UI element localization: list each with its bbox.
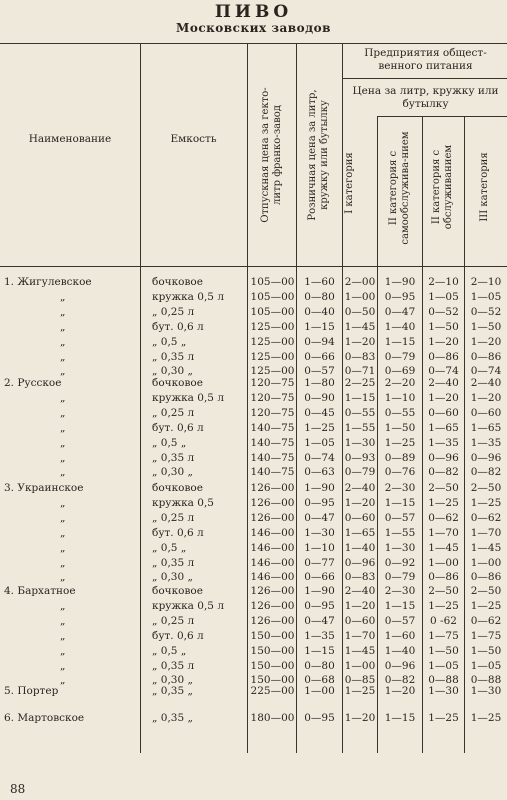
price-cell: 0—55 xyxy=(384,406,416,419)
price-cell: 1—20 xyxy=(344,335,376,348)
capacity-cell: кружка 0,5 xyxy=(152,496,214,509)
price-cell: 0—62 xyxy=(470,614,502,627)
price-cell: 1—00 xyxy=(428,556,459,569)
price-cell: 0—55 xyxy=(344,406,376,419)
header-capacity: Емкость xyxy=(170,133,217,145)
price-cell: 0—82 xyxy=(384,674,416,687)
ditto-mark: „ xyxy=(60,365,66,378)
price-cell: 0—95 xyxy=(304,599,335,612)
capacity-cell: бут. 0,6 л xyxy=(152,526,204,539)
price-cell: 1—20 xyxy=(344,599,376,612)
capacity-cell: „ 0,35 л xyxy=(152,659,195,672)
ditto-mark: „ xyxy=(60,599,66,612)
ditto-mark: „ xyxy=(60,659,66,672)
ditto-mark: „ xyxy=(60,391,66,404)
price-cell: 2—30 xyxy=(384,482,416,494)
price-cell: 0—96 xyxy=(384,659,416,672)
price-cell: 0—77 xyxy=(304,556,335,569)
price-cell: 1—35 xyxy=(428,436,459,449)
price-cell: 1—25 xyxy=(428,496,459,509)
price-cell: 0—66 xyxy=(304,571,335,584)
price-cell: 1—55 xyxy=(384,526,416,539)
price-cell: 1—90 xyxy=(384,276,416,288)
price-cell: 0—90 xyxy=(304,391,335,404)
table-top-rule xyxy=(0,43,507,44)
price-cell: 2—25 xyxy=(344,377,376,389)
price-cell: 1—65 xyxy=(344,526,376,539)
price-cell: 0—83 xyxy=(344,571,376,584)
price-cell: 0—69 xyxy=(384,365,416,378)
price-cell: 1—55 xyxy=(344,421,376,434)
ditto-mark: „ xyxy=(60,335,66,348)
price-cell: 1—40 xyxy=(384,320,416,333)
price-cell: 225—00 xyxy=(250,685,295,697)
ditto-mark: „ xyxy=(60,541,66,554)
price-cell: 0—47 xyxy=(304,614,335,627)
capacity-cell: бут. 0,6 л xyxy=(152,320,204,333)
ditto-mark: „ xyxy=(60,629,66,642)
capacity-cell: „ 0,5 „ xyxy=(152,436,187,449)
capacity-cell: „ 0,25 л xyxy=(152,511,195,524)
price-cell: 0—71 xyxy=(344,365,376,378)
price-cell: 105—00 xyxy=(250,305,295,318)
price-cell: 126—00 xyxy=(250,482,295,494)
price-cell: 0—62 xyxy=(428,511,459,524)
capacity-cell: „ 0,30 „ xyxy=(152,674,193,687)
header-bottom-rule xyxy=(0,266,507,267)
price-cell: 1—50 xyxy=(470,644,502,657)
capacity-cell: кружка 0,5 л xyxy=(152,290,224,303)
capacity-cell: кружка 0,5 л xyxy=(152,391,224,404)
group-name: 4. Бархатное xyxy=(4,585,76,597)
price-cell: 1—25 xyxy=(470,599,502,612)
price-cell: 140—75 xyxy=(250,451,295,464)
price-cell: 1—80 xyxy=(304,377,335,389)
ditto-mark: „ xyxy=(60,305,66,318)
price-cell: 1—70 xyxy=(344,629,376,642)
price-cell: 1—20 xyxy=(470,335,502,348)
price-cell: 0—80 xyxy=(304,659,335,672)
price-cell: 150—00 xyxy=(250,674,295,687)
ditto-mark: „ xyxy=(60,436,66,449)
price-cell: 1—30 xyxy=(344,436,376,449)
page-subtitle: Московских заводов xyxy=(176,21,331,35)
ditto-mark: „ xyxy=(60,350,66,363)
price-cell: 125—00 xyxy=(250,350,295,363)
price-cell: 1—40 xyxy=(344,541,376,554)
capacity-cell: бочковое xyxy=(152,585,203,597)
price-cell: 1—45 xyxy=(344,644,376,657)
price-cell: 0—92 xyxy=(384,556,416,569)
price-cell: 0—85 xyxy=(344,674,376,687)
header-cat3: III категория xyxy=(479,152,490,222)
price-cell: 1—20 xyxy=(344,712,376,724)
price-cell: 0—79 xyxy=(344,466,376,479)
price-cell: 1—25 xyxy=(428,599,459,612)
price-cell: 1—50 xyxy=(384,421,416,434)
capacity-cell: „ 0,35 л xyxy=(152,556,195,569)
price-cell: 0—79 xyxy=(384,350,416,363)
price-cell: 1—00 xyxy=(344,659,376,672)
price-cell: 1—10 xyxy=(384,391,416,404)
header-wholesale: Отпускная цена за гекто-литр франко-завод xyxy=(260,87,283,223)
price-cell: 0—47 xyxy=(384,305,416,318)
price-cell: 1—20 xyxy=(428,391,459,404)
price-cell: 0—68 xyxy=(304,674,335,687)
capacity-cell: „ 0,35 „ xyxy=(152,712,193,724)
price-cell: 0—52 xyxy=(470,305,502,318)
price-cell: 1—25 xyxy=(304,421,335,434)
ditto-mark: „ xyxy=(60,496,66,509)
price-cell: 126—00 xyxy=(250,614,295,627)
ditto-mark: „ xyxy=(60,320,66,333)
price-cell: 1—50 xyxy=(428,644,459,657)
capacity-cell: „ 0,35 л xyxy=(152,451,195,464)
capacity-cell: „ 0,5 „ xyxy=(152,335,187,348)
price-cell: 1—15 xyxy=(304,320,335,333)
price-cell: 0—50 xyxy=(344,305,376,318)
price-cell: 1—40 xyxy=(384,644,416,657)
price-cell: 1—70 xyxy=(428,526,459,539)
price-rule xyxy=(377,116,507,117)
price-cell: 1—15 xyxy=(384,599,416,612)
price-cell: 1—15 xyxy=(384,335,416,348)
price-cell: 126—00 xyxy=(250,511,295,524)
price-cell: 0—89 xyxy=(384,451,416,464)
capacity-cell: бочковое xyxy=(152,482,203,494)
price-cell: 0—86 xyxy=(428,571,459,584)
price-cell: 0 -62 xyxy=(430,614,457,627)
price-cell: 2—40 xyxy=(344,482,376,494)
price-cell: 1—05 xyxy=(428,659,459,672)
price-cell: 2—50 xyxy=(428,585,459,597)
price-cell: 1—25 xyxy=(384,436,416,449)
price-cell: 0—88 xyxy=(428,674,459,687)
header-name: Наименование xyxy=(28,133,112,145)
header-retail: Розничная цена за литр, кружку или бутылку xyxy=(307,89,330,221)
ditto-mark: „ xyxy=(60,511,66,524)
price-cell: 1—30 xyxy=(470,685,502,697)
price-cell: 2—00 xyxy=(344,276,376,288)
price-cell: 0—79 xyxy=(384,571,416,584)
ditto-mark: „ xyxy=(60,290,66,303)
price-cell: 0—57 xyxy=(304,365,335,378)
ditto-mark: „ xyxy=(60,421,66,434)
price-cell: 126—00 xyxy=(250,496,295,509)
price-cell: 2—30 xyxy=(384,585,416,597)
capacity-cell: бочковое xyxy=(152,276,203,288)
price-cell: 140—75 xyxy=(250,466,295,479)
price-cell: 125—00 xyxy=(250,320,295,333)
group-name: 1. Жигулевское xyxy=(4,276,92,288)
price-cell: 1—15 xyxy=(304,644,335,657)
price-cell: 0—76 xyxy=(384,466,416,479)
price-cell: 1—15 xyxy=(384,496,416,509)
header-catering-price: Цена за литр, кружку или бутылку xyxy=(352,85,499,110)
capacity-cell: „ 0,25 л xyxy=(152,305,195,318)
price-cell: 1—20 xyxy=(428,335,459,348)
price-cell: 1—15 xyxy=(384,712,416,724)
price-cell: 0—96 xyxy=(470,451,502,464)
capacity-cell: „ 0,5 „ xyxy=(152,541,187,554)
price-cell: 0—66 xyxy=(304,350,335,363)
price-cell: 0—93 xyxy=(344,451,376,464)
ditto-mark: „ xyxy=(60,406,66,419)
price-cell: 1—05 xyxy=(470,290,502,303)
price-cell: 2—10 xyxy=(470,276,502,288)
price-cell: 0—60 xyxy=(470,406,502,419)
ditto-mark: „ xyxy=(60,571,66,584)
price-cell: 0—82 xyxy=(470,466,502,479)
price-cell: 1—25 xyxy=(344,685,376,697)
price-cell: 0—74 xyxy=(428,365,459,378)
page-number: 88 xyxy=(10,782,26,796)
price-cell: 0—96 xyxy=(344,556,376,569)
ditto-mark: „ xyxy=(60,466,66,479)
price-cell: 2—20 xyxy=(384,377,416,389)
price-cell: 1—10 xyxy=(304,541,335,554)
price-cell: 1—20 xyxy=(384,685,416,697)
price-cell: 1—25 xyxy=(470,712,502,724)
price-cell: 2—50 xyxy=(428,482,459,494)
price-cell: 1—45 xyxy=(344,320,376,333)
header-cat2-serv: II категория с обслуживанием xyxy=(431,144,454,230)
ditto-mark: „ xyxy=(60,526,66,539)
price-cell: 0—60 xyxy=(344,614,376,627)
header-cat2-self: II категория с самообслужива-нием xyxy=(388,131,411,245)
price-cell: 1—65 xyxy=(470,421,502,434)
price-cell: 1—25 xyxy=(428,712,459,724)
group-name: 5. Портер xyxy=(4,685,59,697)
price-cell: 1—05 xyxy=(470,659,502,672)
ditto-mark: „ xyxy=(60,614,66,627)
price-cell: 1—20 xyxy=(344,496,376,509)
capacity-cell: „ 0,5 „ xyxy=(152,644,187,657)
price-cell: 1—30 xyxy=(384,541,416,554)
price-cell: 0—60 xyxy=(344,511,376,524)
price-cell: 1—90 xyxy=(304,585,335,597)
price-cell: 105—00 xyxy=(250,290,295,303)
price-cell: 1—00 xyxy=(304,685,335,697)
price-cell: 2—50 xyxy=(470,482,502,494)
price-cell: 0—57 xyxy=(384,614,416,627)
price-cell: 0—62 xyxy=(470,511,502,524)
price-cell: 1—20 xyxy=(470,391,502,404)
price-cell: 140—75 xyxy=(250,436,295,449)
price-cell: 1—15 xyxy=(344,391,376,404)
price-cell: 0—52 xyxy=(428,305,459,318)
price-cell: 105—00 xyxy=(250,276,295,288)
price-cell: 1—45 xyxy=(470,541,502,554)
capacity-cell: кружка 0,5 л xyxy=(152,599,224,612)
price-cell: 2—40 xyxy=(428,377,459,389)
price-cell: 1—00 xyxy=(344,290,376,303)
price-cell: 150—00 xyxy=(250,644,295,657)
price-cell: 150—00 xyxy=(250,629,295,642)
price-cell: 120—75 xyxy=(250,391,295,404)
price-cell: 0—86 xyxy=(470,350,502,363)
price-cell: 146—00 xyxy=(250,556,295,569)
price-cell: 140—75 xyxy=(250,421,295,434)
price-cell: 1—00 xyxy=(470,556,502,569)
price-cell: 0—88 xyxy=(470,674,502,687)
capacity-cell: „ 0,35 „ xyxy=(152,685,193,697)
capacity-cell: бут. 0,6 л xyxy=(152,629,204,642)
price-cell: 0—95 xyxy=(384,290,416,303)
price-cell: 125—00 xyxy=(250,365,295,378)
price-cell: 2—40 xyxy=(344,585,376,597)
price-cell: 0—96 xyxy=(428,451,459,464)
price-cell: 1—05 xyxy=(304,436,335,449)
page-title: ПИВО xyxy=(214,2,293,22)
price-cell: 1—30 xyxy=(304,526,335,539)
group-name: 3. Украинское xyxy=(4,482,84,494)
capacity-cell: „ 0,35 л xyxy=(152,350,195,363)
price-cell: 1—60 xyxy=(384,629,416,642)
capacity-cell: „ 0,30 „ xyxy=(152,365,193,378)
price-cell: 0—60 xyxy=(428,406,459,419)
price-cell: 1—45 xyxy=(428,541,459,554)
header-catering: Предприятия общест-венного питания xyxy=(364,47,487,72)
price-cell: 0—80 xyxy=(304,290,335,303)
capacity-cell: бочковое xyxy=(152,377,203,389)
price-cell: 0—57 xyxy=(384,511,416,524)
price-cell: 0—86 xyxy=(470,571,502,584)
price-cell: 1—75 xyxy=(428,629,459,642)
capacity-cell: бут. 0,6 л xyxy=(152,421,204,434)
price-cell: 0—95 xyxy=(304,712,335,724)
price-cell: 2—10 xyxy=(428,276,459,288)
price-cell: 0—40 xyxy=(304,305,335,318)
group-name: 2. Русское xyxy=(4,377,62,389)
price-cell: 1—30 xyxy=(428,685,459,697)
price-cell: 1—90 xyxy=(304,482,335,494)
price-cell: 150—00 xyxy=(250,659,295,672)
capacity-cell: „ 0,30 „ xyxy=(152,571,193,584)
price-cell: 146—00 xyxy=(250,541,295,554)
price-cell: 1—60 xyxy=(304,276,335,288)
price-cell: 0—94 xyxy=(304,335,335,348)
price-cell: 146—00 xyxy=(250,571,295,584)
price-cell: 0—95 xyxy=(304,496,335,509)
price-cell: 0—74 xyxy=(470,365,502,378)
price-cell: 1—70 xyxy=(470,526,502,539)
ditto-mark: „ xyxy=(60,674,66,687)
price-cell: 1—05 xyxy=(428,290,459,303)
capacity-cell: „ 0,25 л xyxy=(152,406,195,419)
ditto-mark: „ xyxy=(60,451,66,464)
price-cell: 1—50 xyxy=(470,320,502,333)
price-cell: 1—35 xyxy=(304,629,335,642)
col-divider xyxy=(140,43,141,753)
header-cat1: I категория xyxy=(344,152,355,214)
price-cell: 0—63 xyxy=(304,466,335,479)
catering-rule xyxy=(342,78,507,79)
price-cell: 1—65 xyxy=(428,421,459,434)
group-name: 6. Мартовское xyxy=(4,712,85,724)
capacity-cell: „ 0,25 л xyxy=(152,614,195,627)
ditto-mark: „ xyxy=(60,556,66,569)
price-cell: 0—82 xyxy=(428,466,459,479)
price-cell: 126—00 xyxy=(250,599,295,612)
price-cell: 1—75 xyxy=(470,629,502,642)
price-cell: 1—35 xyxy=(470,436,502,449)
ditto-mark: „ xyxy=(60,644,66,657)
price-cell: 0—45 xyxy=(304,406,335,419)
price-cell: 146—00 xyxy=(250,526,295,539)
price-cell: 2—50 xyxy=(470,585,502,597)
price-cell: 1—50 xyxy=(428,320,459,333)
price-cell: 126—00 xyxy=(250,585,295,597)
capacity-cell: „ 0,30 „ xyxy=(152,466,193,479)
price-cell: 0—86 xyxy=(428,350,459,363)
price-cell: 0—47 xyxy=(304,511,335,524)
price-cell: 2—40 xyxy=(470,377,502,389)
price-cell: 0—83 xyxy=(344,350,376,363)
price-cell: 125—00 xyxy=(250,335,295,348)
price-cell: 120—75 xyxy=(250,406,295,419)
price-cell: 0—74 xyxy=(304,451,335,464)
price-cell: 120—75 xyxy=(250,377,295,389)
price-cell: 180—00 xyxy=(250,712,295,724)
price-cell: 1—25 xyxy=(470,496,502,509)
